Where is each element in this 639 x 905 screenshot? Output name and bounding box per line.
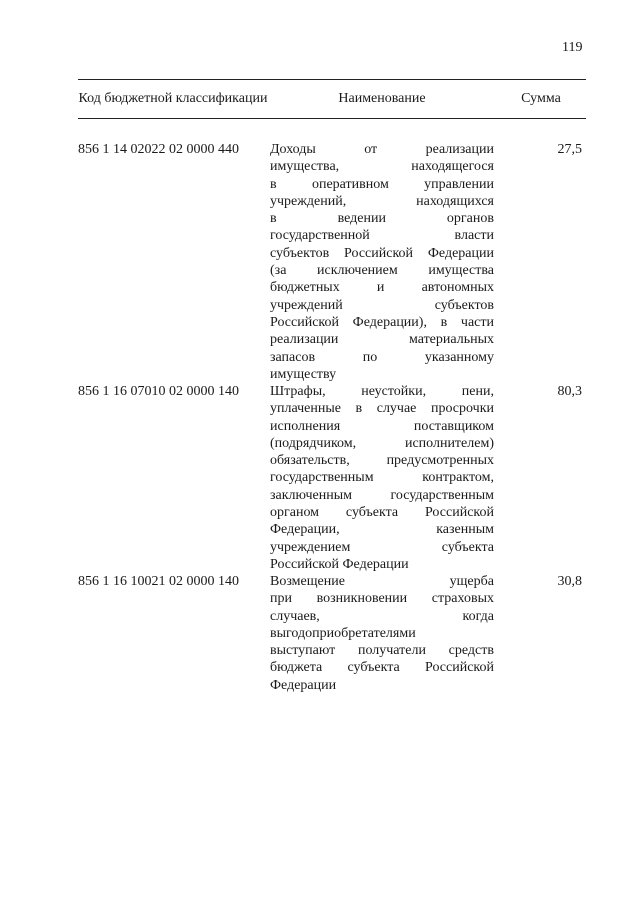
header-code: Код бюджетной классификации: [78, 91, 268, 106]
item-name-line: исполнения поставщиком: [270, 418, 494, 434]
item-name-line: Российской Федерации: [270, 556, 409, 572]
item-name-line: при возникновении страховых: [270, 591, 494, 607]
item-name-line: учреждений субъектов: [270, 297, 494, 313]
item-name-line: Российской Федерации), в части: [270, 314, 494, 330]
item-name-line: Федерации: [270, 677, 337, 693]
item-name: [270, 141, 494, 383]
item-name-line: государственной власти: [270, 228, 494, 244]
item-name-line: Федерации, казенным: [270, 522, 494, 538]
item-name-line: бюджета субъекта Российской: [270, 660, 494, 676]
item-name-line: Штрафы, неустойки, пени,: [270, 384, 494, 399]
page-number: 119: [562, 40, 583, 55]
item-name-line: выступают получатели средств: [270, 643, 494, 659]
item-name-line: субъектов Российской Федерации: [270, 245, 494, 261]
item-name-line: государственным контрактом,: [270, 470, 494, 486]
item-name-line: выгодоприобретателями: [270, 625, 416, 641]
header-sum: Сумма: [521, 91, 561, 106]
item-name-line: (за исключением имущества: [270, 263, 494, 279]
item-name-line: имуществу: [270, 366, 337, 382]
item-name-line: бюджетных и автономных: [270, 280, 494, 296]
item-name-line: случаев, когда: [270, 608, 494, 624]
item-name-line: в оперативном управлении: [270, 176, 494, 192]
item-name-line: имущества, находящегося: [270, 159, 494, 175]
budget-code: 856 1 14 02022 02 0000 440: [78, 142, 239, 157]
budget-code: 856 1 16 10021 02 0000 140: [78, 574, 239, 589]
item-name-line: запасов по указанному: [270, 349, 494, 365]
item-name-line: Возмещение ущерба: [270, 574, 494, 589]
item-sum: 27,5: [557, 142, 582, 157]
item-sum: 30,8: [557, 574, 582, 589]
item-name-line: обязательств, предусмотренных: [270, 453, 494, 469]
item-name-line: (подрядчиком, исполнителем): [270, 435, 494, 451]
item-name-line: реализации материальных: [270, 332, 494, 348]
item-name-line: учреждений, находящихся: [270, 193, 494, 209]
item-name: [270, 573, 494, 694]
table-header: [78, 79, 586, 119]
item-name-line: заключенным государственным: [270, 487, 494, 503]
item-name-line: в ведении органов: [270, 211, 494, 227]
header-name: Наименование: [338, 91, 426, 106]
item-name-line: уплаченные в случае просрочки: [270, 401, 494, 417]
item-name-line: Доходы от реализации: [270, 142, 494, 157]
item-name: [270, 383, 494, 573]
item-sum: 80,3: [557, 384, 582, 399]
budget-code: 856 1 16 07010 02 0000 140: [78, 384, 239, 399]
item-name-line: учреждением субъекта: [270, 539, 494, 555]
item-name-line: органом субъекта Российской: [270, 505, 494, 521]
